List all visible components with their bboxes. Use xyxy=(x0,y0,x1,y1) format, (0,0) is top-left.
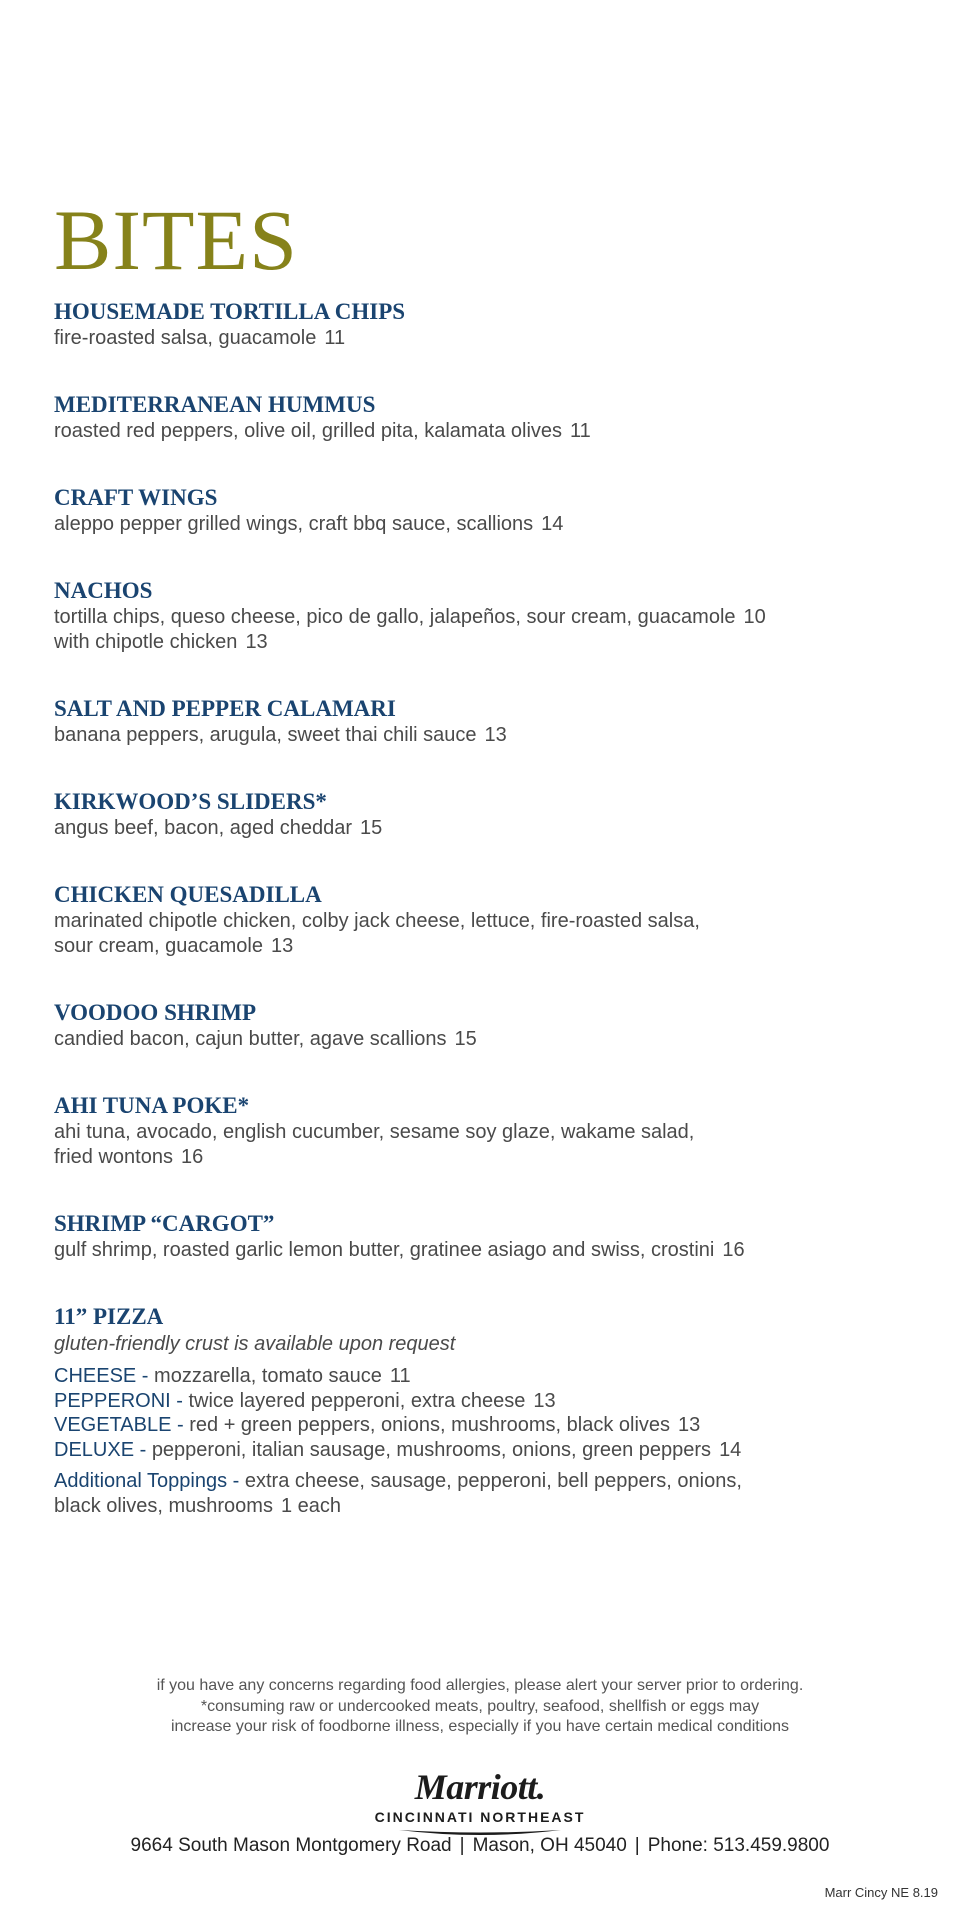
item-description: candied bacon, cajun butter, agave scallions 15 xyxy=(54,1028,477,1050)
item-price: 13 xyxy=(678,1414,701,1436)
item-name: MEDITERRANEAN HUMMUS xyxy=(54,392,376,417)
item-name: SHRIMP “CARGOT” xyxy=(54,1211,275,1236)
logo-location: CINCINNATI NORTHEAST xyxy=(374,1809,586,1825)
logo-wordmark: Marriott. xyxy=(414,1767,546,1807)
item-price: 13 xyxy=(484,724,507,746)
menu-items xyxy=(54,298,914,1558)
item-name: VOODOO SHRIMP xyxy=(54,1000,257,1025)
allergy-disclaimer: if you have any concerns regarding food allergies, please alert your server prior to ordering. *consuming raw or undercooked meats, poultry, seafood, shellfish or eggs may increase your risk of foodborne illness, especially if you have certain medical conditions xyxy=(156,1677,804,1735)
item-description: tortilla chips, queso cheese, pico de gallo, jalapeños, sour cream, guacamole 10 xyxy=(54,606,766,628)
menu-item xyxy=(54,999,914,1052)
item-name: CHICKEN QUESADILLA xyxy=(54,882,322,907)
item-description: marinated chipotle chicken, colby jack cheese, lettuce, fire-roasted salsa, xyxy=(54,910,700,932)
item-price: 11 xyxy=(389,1365,411,1387)
marriott-logo xyxy=(0,1768,960,1838)
item-description: banana peppers, arugula, sweet thai chili sauce 13 xyxy=(54,724,507,746)
item-description: fire-roasted salsa, guacamole 11 xyxy=(54,327,346,349)
menu-item xyxy=(54,788,914,841)
item-name: KIRKWOOD’S SLIDERS* xyxy=(54,789,327,814)
pizza-option: DELUXE - pepperoni, italian sausage, mushrooms, onions, green peppers 14 xyxy=(54,1438,742,1461)
item-price: 11 xyxy=(324,327,346,349)
pizza-heading: 11” PIZZA xyxy=(54,1304,164,1329)
item-description: fried wontons 16 xyxy=(54,1146,204,1168)
item-price: 16 xyxy=(180,1146,204,1168)
item-price: 13 xyxy=(245,631,268,653)
pizza-section xyxy=(54,1303,914,1518)
item-price: 16 xyxy=(722,1239,745,1261)
menu-item xyxy=(54,695,914,748)
item-name: HOUSEMADE TORTILLA CHIPS xyxy=(54,299,406,324)
pizza-options xyxy=(54,1364,914,1462)
item-description: aleppo pepper grilled wings, craft bbq sauce, scallions 14 xyxy=(54,513,564,535)
print-code: Marr Cincy NE 8.19 xyxy=(824,1885,938,1900)
item-price: 14 xyxy=(541,513,564,535)
item-price: 15 xyxy=(360,817,383,839)
pizza-option: VEGETABLE - red + green peppers, onions, mushrooms, black olives 13 xyxy=(54,1414,701,1436)
item-price: 11 xyxy=(570,420,591,442)
menu-item xyxy=(54,1210,914,1263)
item-price: 14 xyxy=(719,1438,742,1461)
item-name: AHI TUNA POKE* xyxy=(54,1093,250,1118)
menu-item xyxy=(54,391,914,444)
item-price: 13 xyxy=(270,935,294,957)
pizza-option: CHEESE - mozzarella, tomato sauce 11 xyxy=(54,1365,411,1387)
menu-item xyxy=(54,298,914,351)
pizza-note: gluten-friendly crust is available upon request xyxy=(54,1333,456,1355)
item-description: gulf shrimp, roasted garlic lemon butter, gratinee asiago and swiss, crostini 16 xyxy=(54,1239,745,1261)
menu-title: BITES xyxy=(54,192,298,288)
additional-toppings: Additional Toppings - extra cheese, sausage, pepperoni, bell peppers, onions, black olives, mushrooms 1 each xyxy=(54,1470,742,1517)
item-name: CRAFT WINGS xyxy=(54,485,218,510)
menu-item xyxy=(54,484,914,537)
item-name: NACHOS xyxy=(54,578,153,603)
item-price: 13 xyxy=(533,1389,556,1412)
item-description: angus beef, bacon, aged cheddar 15 xyxy=(54,817,383,839)
pizza-option: PEPPERONI - twice layered pepperoni, extra cheese 13 xyxy=(54,1389,556,1412)
item-description: sour cream, guacamole 13 xyxy=(54,935,294,957)
address-line: 9664 South Mason Montgomery Road | Mason, OH 45040 | Phone: 513.459.9800 xyxy=(130,1835,830,1856)
menu-item xyxy=(54,1092,914,1170)
item-price: 15 xyxy=(454,1028,477,1050)
item-price: 10 xyxy=(743,606,766,628)
item-description: roasted red peppers, olive oil, grilled pita, kalamata olives 11 xyxy=(54,420,591,442)
menu-item xyxy=(54,881,914,959)
item-description: with chipotle chicken 13 xyxy=(54,631,268,653)
item-price: 1 each xyxy=(280,1494,342,1517)
item-name: SALT AND PEPPER CALAMARI xyxy=(54,696,396,721)
menu-item xyxy=(54,577,914,655)
item-description: ahi tuna, avocado, english cucumber, sesame soy glaze, wakame salad, xyxy=(54,1121,695,1143)
